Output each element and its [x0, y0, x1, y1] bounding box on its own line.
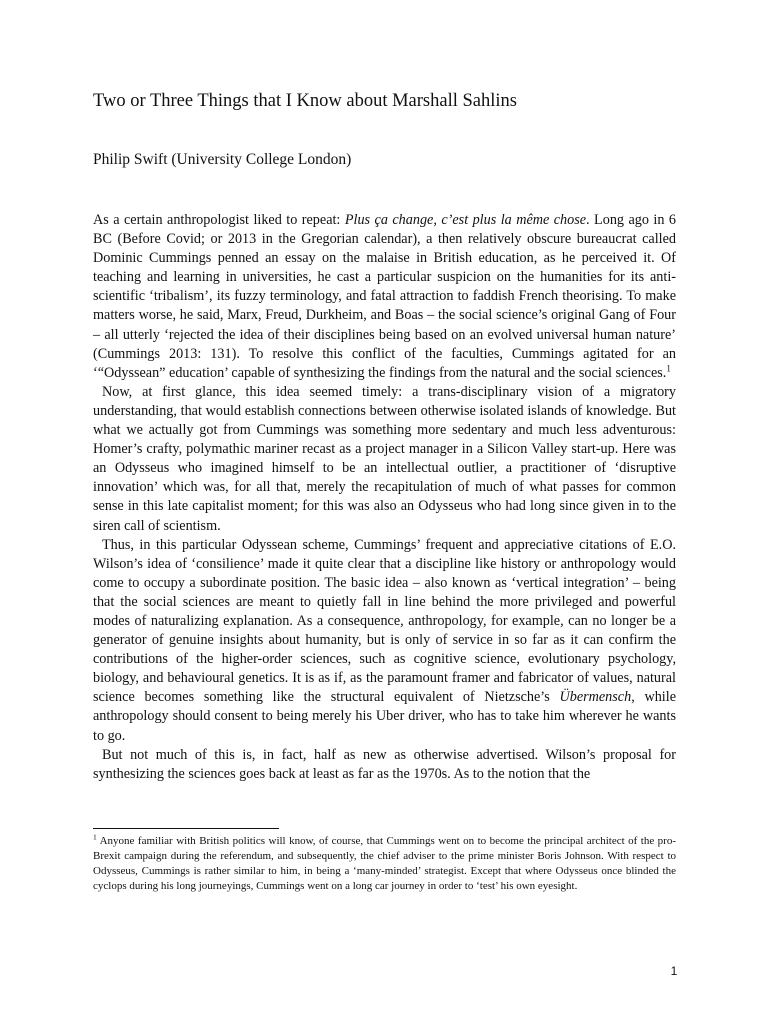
paper-title: Two or Three Things that I Know about Marshall Sahlins	[93, 91, 517, 111]
footnote-number: 1	[93, 832, 97, 842]
paragraph-3-text-c: , while anthropology should consent to being merely his Uber driver, who has to take him wherever he wants to go.	[93, 689, 676, 744]
footnote-marker[interactable]: 1	[666, 363, 671, 374]
paragraph-1	[93, 211, 676, 383]
body-text	[93, 211, 676, 784]
page-number: 1	[670, 964, 678, 978]
paragraph-3-text-a: Thus, in this particular Odyssean scheme, Cummings’ frequent and appreciative citations of E.O. Wilson’s idea of ‘consilience’ made it quite clear that a discipline like history or anthropology would come to occupy a subordinate position. The basic idea – also known as ‘vertical integration’ – being that the social sciences are meant to quietly fall in line behind the more privileged and powerful modes of naturalizing explanation. As a consequence, anthropology, for example, can no longer be a generator of genuine insights about humanity, but is only of service in so far as it can confirm the contributions of the higher-order sciences, such as cognitive science, evolutionary psychology, biology, and behavioural genetics. It is as if, as the paramount framer and fabricator of values, natural science becomes something like the structural equivalent of Nietzsche’s	[93, 536, 676, 706]
paragraph-1-text-c: . Long ago in 6 BC (Before Covid; or 2013 in the Gregorian calendar), a then relatively obscure bureaucrat called Dominic Cummings penned an essay on the malaise in British education, as he perceived it. Of teaching and learning in universities, he cast a particular suspicion on the humanities for its anti-scientific ‘tribalism’, its fuzzy terminology, and fatal attraction to faddish French theorising. To make matters worse, he said, Marx, Freud, Durkheim, and Boas – the social science’s original Gang of Four – all utterly ‘rejected the idea of their disciplines being based on an evolved universal human nature’ (Cummings 2013: 131). To resolve this conflict of the faculties, Cummings agitated for an ‘“Odyssean” education’ capable of synthesizing the findings from the natural and the social sciences.	[93, 212, 676, 381]
paragraph-1-italic-phrase: Plus ça change, c’est plus la même chose	[344, 212, 587, 228]
author-line: Philip Swift (University College London)	[93, 151, 352, 168]
paragraph-2: Now, at first glance, this idea seemed timely: a trans-disciplinary vision of a migratory understanding, that would establish connections between otherwise isolated islands of knowledge. But what we actually got from Cummings was something more sedentary and much less adventurous: Homer’s crafty, polymathic mariner recast as a project manager in a Silicon Valley start-up. Here was an Odysseus who imagined himself to be an intellectual outlier, a practitioner of ‘disruptive innovation’ which was, for all that, merely the recapitulation of much of what passes for common sense in this late capitalist moment; for this was also an Odysseus who had long since given in to the siren call of scientism.	[93, 383, 676, 534]
footnote-separator	[93, 828, 279, 829]
paragraph-3-italic-word: Übermensch	[559, 689, 632, 706]
paragraph-4: But not much of this is, in fact, half as new as otherwise advertised. Wilson’s proposal for synthesizing the sciences goes back at least as far as the 1970s. As to the notion that the	[93, 746, 676, 782]
footnote-text: Anyone familiar with British politics will know, of course, that Cummings went on to become the principal architect of the pro-Brexit campaign during the referendum, and subsequently, the chief adviser to the prime minister Boris Johnson. With respect to Odysseus, Cummings is rather similar to him, in being a ‘many-minded’ strategist. Except that where Odysseus once blinded the cyclops during his long journeyings, Cummings went on a long car journey in order to ‘test’ his own eyesight.	[93, 835, 676, 892]
paragraph-3	[93, 536, 676, 746]
footnote	[93, 834, 676, 894]
paragraph-1-text-a: As a certain anthropologist liked to repeat:	[93, 212, 345, 228]
